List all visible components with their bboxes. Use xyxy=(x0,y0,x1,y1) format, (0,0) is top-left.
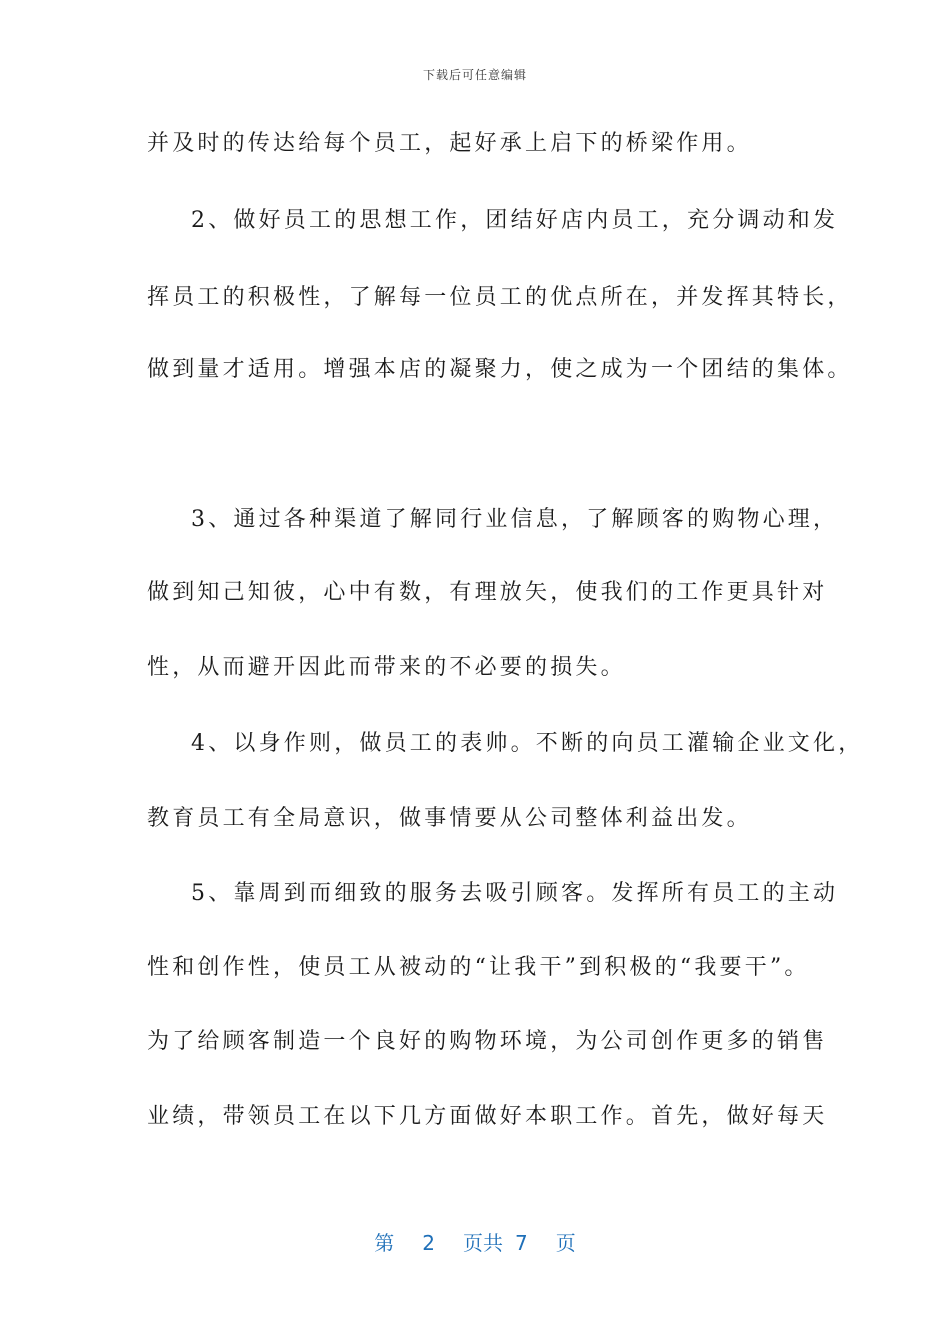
body-line: 做到知己知彼，心中有数，有理放矢，使我们的工作更具针对 xyxy=(147,580,828,605)
body-line: 挥员工的积极性，了解每一位员工的优点所在，并发挥其特长， xyxy=(147,285,853,310)
page-footer xyxy=(0,1227,950,1256)
body-line: 3、通过各种渠道了解同行业信息，了解顾客的购物心理， xyxy=(191,507,839,532)
body-line: 教育员工有全局意识，做事情要从公司整体利益出发。 xyxy=(147,806,752,831)
footer-label-page: 第 xyxy=(374,1231,395,1255)
body-line: 做到量才适用。增强本店的凝聚力，使之成为一个团结的集体。 xyxy=(147,357,853,382)
body-line: 性，从而避开因此而带来的不必要的损失。 xyxy=(147,655,626,680)
footer-total-pages: 7 xyxy=(515,1231,528,1255)
header-note: 下载后可任意编辑 xyxy=(422,68,527,82)
footer-label-of: 页共 xyxy=(463,1231,503,1255)
body-line: 并及时的传达给每个员工，起好承上启下的桥梁作用。 xyxy=(147,131,752,156)
footer-label-end: 页 xyxy=(555,1231,576,1255)
footer-current-page: 2 xyxy=(422,1231,435,1255)
body-line: 性和创作性，使员工从被动的“让我干”到积极的“我要干”。 xyxy=(147,955,810,980)
body-line: 2、做好员工的思想工作，团结好店内员工，充分调动和发 xyxy=(191,208,839,233)
body-line: 业绩，带领员工在以下几方面做好本职工作。首先，做好每天 xyxy=(147,1104,828,1129)
body-line: 5、靠周到而细致的服务去吸引顾客。发挥所有员工的主动 xyxy=(191,881,839,906)
body-line: 为了给顾客制造一个良好的购物环境，为公司创作更多的销售 xyxy=(147,1029,828,1054)
body-line: 4、以身作则，做员工的表帅。不断的向员工灌输企业文化， xyxy=(191,731,864,756)
